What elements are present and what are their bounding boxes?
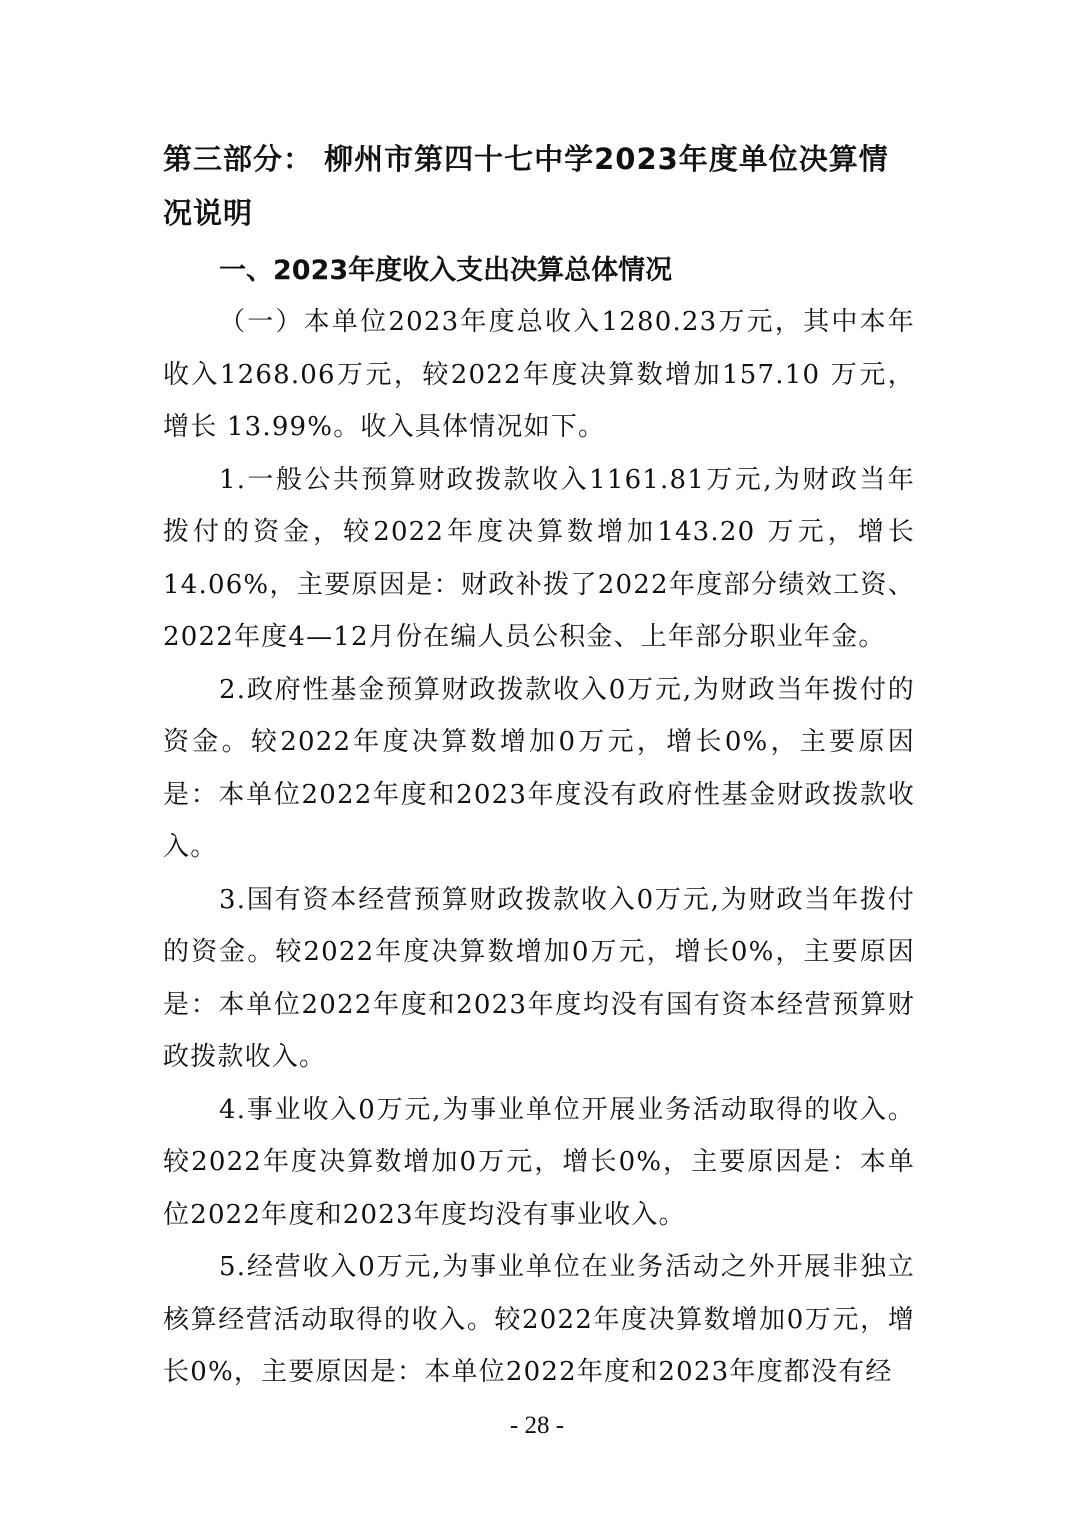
page-title: 第三部分： 柳州市第四十七中学2023年度单位决算情况说明 [163, 142, 889, 230]
section-heading: 一、2023年度收入支出决算总体情况 [219, 255, 673, 286]
page-number: - 28 - [509, 1412, 565, 1439]
paragraph-general-budget-income: 1.一般公共预算财政拨款收入1161.81万元,为财政当年拨付的资金，较2022年度决算数增加143.20 万元，增长14.06%，主要原因是：财政补拨了2022年度部分绩效工资、2022年度4—12月份在编人员公积金、上年部分职业年金。 [163, 464, 915, 652]
page-content [163, 132, 915, 1399]
paragraph-operating-income: 5.经营收入0万元,为事业单位在业务活动之外开展非独立核算经营活动取得的收入。较2022年度决算数增加0万元，增长0%，主要原因是：本单位2022年度和2023年度都没有经 [163, 1252, 915, 1387]
paragraph-business-income: 4.事业收入0万元,为事业单位开展业务活动取得的收入。较2022年度决算数增加0万元，增长0%，主要原因是：本单位2022年度和2023年度均没有事业收入。 [163, 1094, 915, 1230]
paragraph-total-income: （一）本单位2023年度总收入1280.23万元，其中本年收入1268.06万元，较2022年度决算数增加157.10 万元，增长 13.99%。收入具体情况如下。 [163, 307, 915, 442]
paragraph-state-capital-income: 3.国有资本经营预算财政拨款收入0万元,为财政当年拨付的资金。较2022年度决算数增加0万元，增长0%，主要原因是：本单位2022年度和2023年度均没有国有资本经营预算财政拨款收入。 [163, 884, 915, 1072]
paragraph-government-fund-income: 2.政府性基金预算财政拨款收入0万元,为财政当年拨付的资金。较2022年度决算数增加0万元，增长0%，主要原因是：本单位2022年度和2023年度没有政府性基金财政拨款收入。 [163, 674, 915, 862]
